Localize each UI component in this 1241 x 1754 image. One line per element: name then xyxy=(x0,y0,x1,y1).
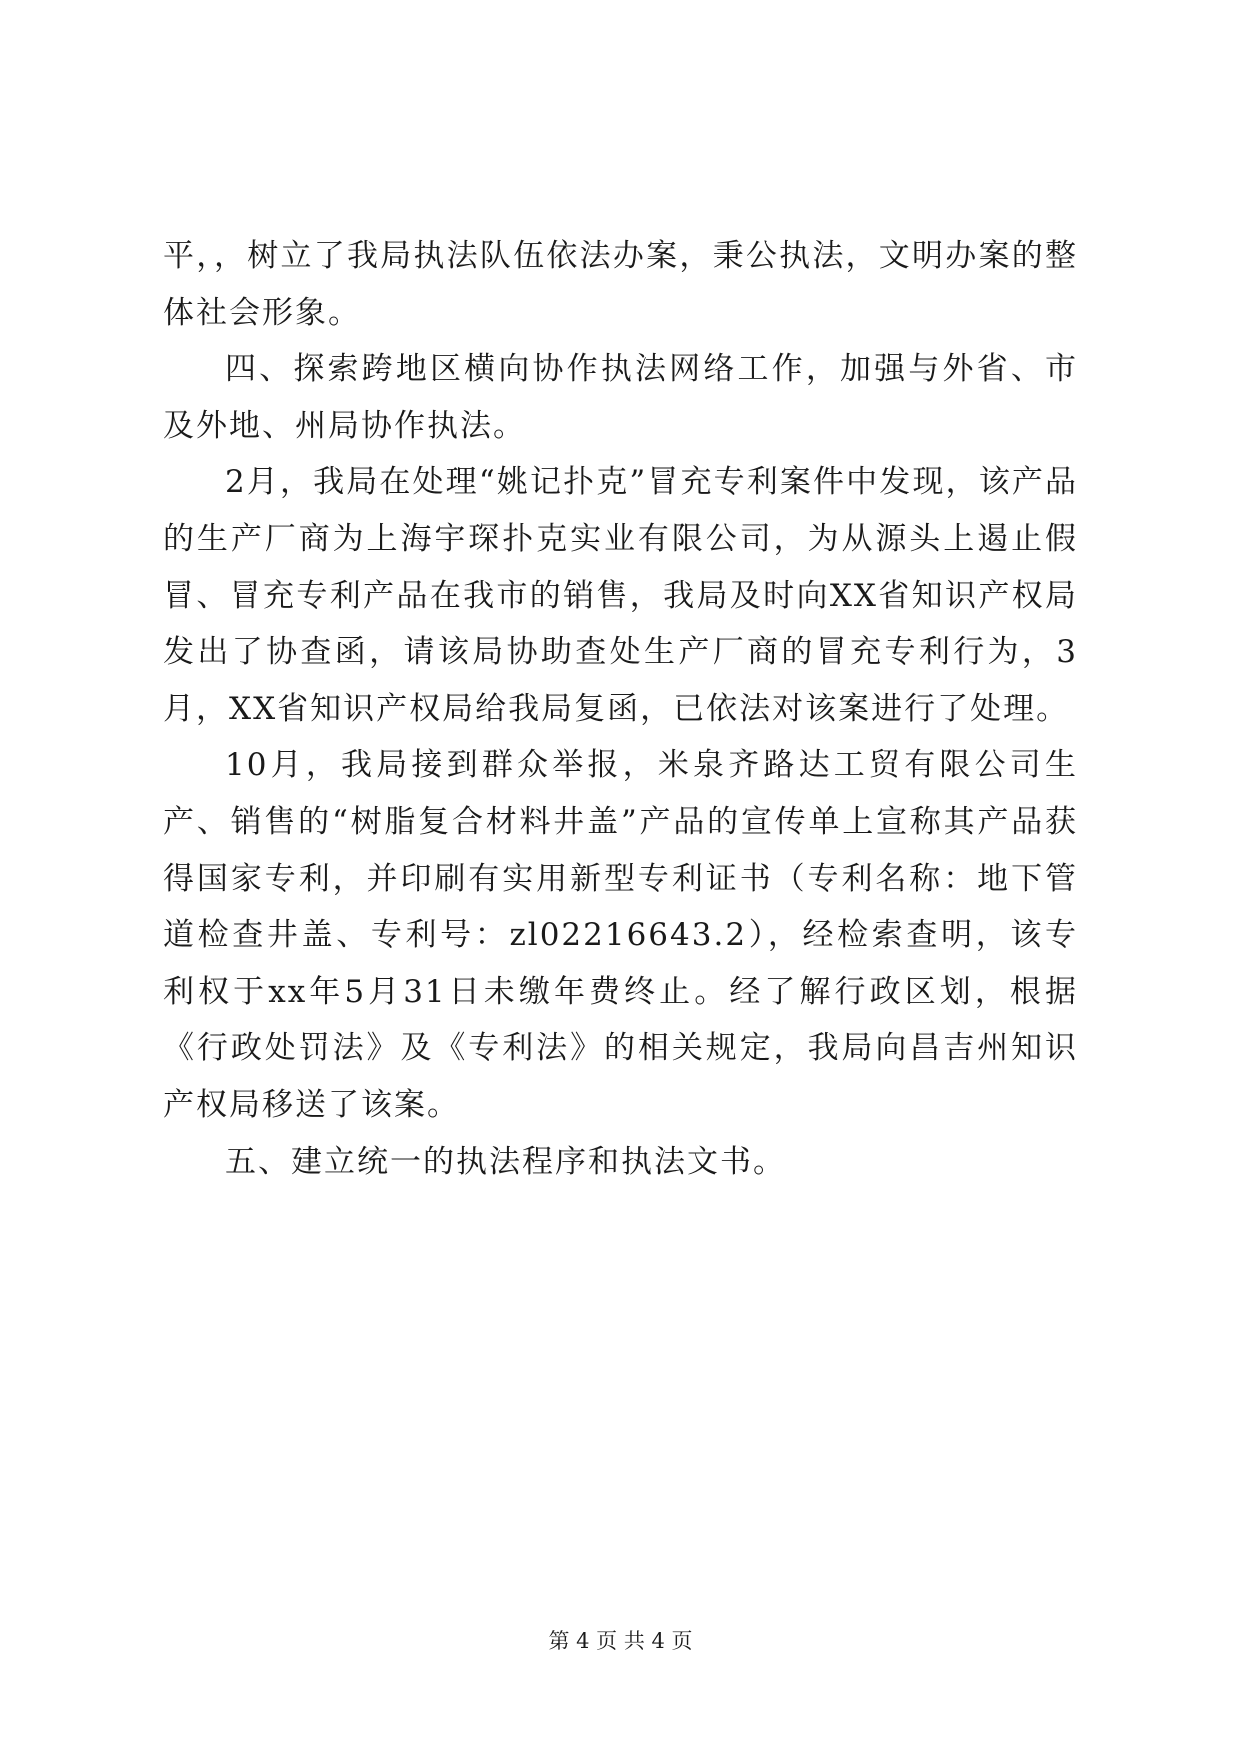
paragraph-continuation: 平，，树立了我局执法队伍依法办案，秉公执法，文明办案的整体社会形象。 xyxy=(163,238,1078,331)
page-number-label: 第 4 页 共 4 页 xyxy=(548,1629,693,1653)
paragraph-section-four: 四、探索跨地区横向协作执法网络工作，加强与外省、市及外地、州局协作执法。 xyxy=(163,351,1078,444)
paragraph-section-five: 五、建立统一的执法程序和执法文书。 xyxy=(225,1143,786,1180)
page-footer xyxy=(0,1627,1241,1655)
paragraph-october-case: 10月，我局接到群众举报，米泉齐路达工贸有限公司生产、销售的“树脂复合材料井盖”产品的宣传单上宣称其产品获得国家专利，并印刷有实用新型专利证书（专利名称：地下管道检查井盖、专利号：zl02216643.2），经检索查明，该专利权于xx年5月31日未缴年费终止。经了解行政区划，根据《行政处罚法》及《专利法》的相关规定，我局向昌吉州知识产权局移送了该案。 xyxy=(163,747,1078,1123)
paragraph-february-case: 2月，我局在处理“姚记扑克”冒充专利案件中发现，该产品的生产厂商为上海宇琛扑克实业有限公司，为从源头上遏止假冒、冒充专利产品在我市的销售，我局及时向XX省知识产权局发出了协查函，请该局协助查处生产厂商的冒充专利行为，3月，XX省知识产权局给我局复函，已依法对该案进行了处理。 xyxy=(163,464,1078,727)
document-body xyxy=(163,228,1078,1190)
